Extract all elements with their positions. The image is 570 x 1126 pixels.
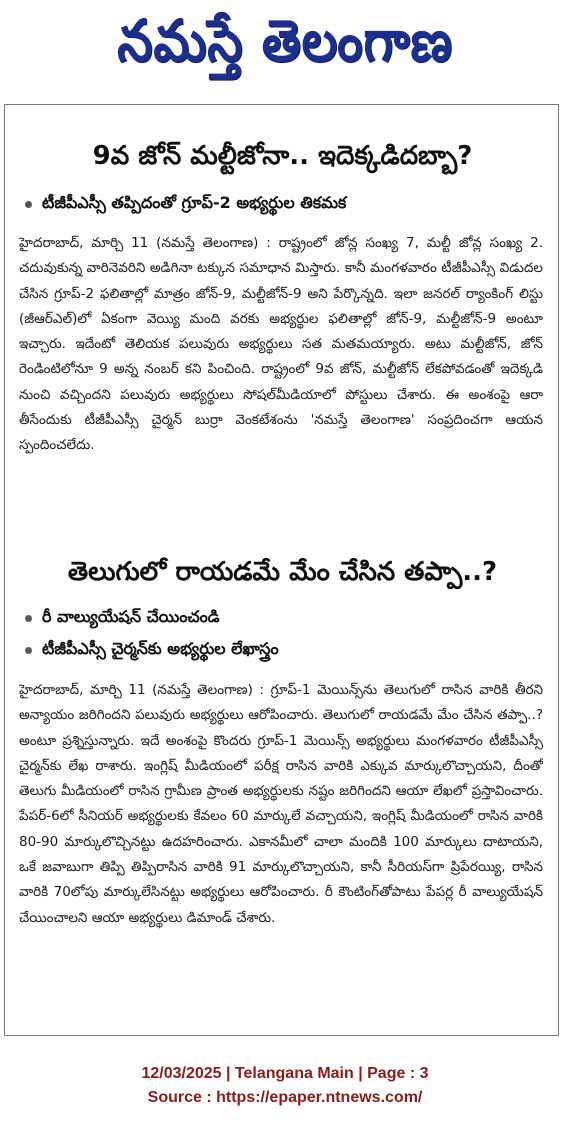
bullet-icon [25, 615, 32, 622]
article2-subhead-1-text: రీ వాల్యుయేషన్ చేయించండి [42, 607, 220, 626]
newspaper-logo: నమస్తే తెలంగాణ [117, 7, 453, 74]
bullet-icon [25, 647, 32, 654]
article-clipping [4, 104, 559, 1036]
article1-subhead [25, 193, 346, 216]
article2-subhead-2-text: టీజీపీఎస్సీ చైర్మన్‌కు అభ్యర్థుల లేఖాస్త్రం [42, 639, 279, 658]
article1-subhead-text: టీజీపీఎస్సీ తప్పిదంతో గ్రూప్-2 అభ్యర్థుల తికమక [42, 193, 347, 212]
article1-body: హైదరాబాద్, మార్చి 11 (నమస్తే తెలంగాణ) : రాష్ట్రంలో జోన్ల సంఖ్య 7, మల్టీ జోన్ల సంఖ్య 2. చదువుకున్న వారినెవరిని అడిగినా టక్కున సమాధాన మిస్తారు. కానీ మంగళవారం టీజీపీఎస్సీ విడుదల చేసిన గ్రూప్-2 ఫలితాల్లో మాత్రం జోన్-9, మల్టీజోన్-9 అని పేర్కొన్నది. ఇలా జనరల్ ర్యాంకింగ్ లిస్టు (జీఆర్ఎల్)లో ఏకంగా వెయ్యి మంది వరకు అభ్యర్థుల ఫలితాల్లో జోన్-9, మల్టీజోన్-9 అంటూ ఇచ్చారు. ఇదేంటో తెలియక పలువురు అభ్యర్థులు సత మతమయ్యారు. అటు మల్టీజోన్, జోన్ రెండింటిలోనూ 9 అన్న నంబర్ కని పించింది. రాష్ట్రంలో 9వ జోన్, మల్టీజోన్ లేకపోవడంతో ఇదెక్కడి నుంచి వచ్చిందని పలువురు అభ్యర్థులు సోషల్‌మీడియాలో పోస్టులు చేశారు. ఈ అంశంపై ఆరా తీసేందుకు టీజీపీఎస్సీ చైర్మన్ బుర్రా వెంకటేశంను 'నమస్తే తెలంగాణ' సంప్రదించగా ఆయన స్పందించలేదు. [19, 235, 543, 454]
footer-source-link[interactable]: Source : https://epaper.ntnews.com/ [147, 1089, 423, 1106]
footer-date-line: 12/03/2025 | Telangana Main | Page : 3 [141, 1065, 429, 1082]
masthead [0, 0, 570, 96]
article2-subhead-1 [25, 607, 220, 630]
article1-headline: 9వ జోన్ మల్టీజోనా.. ఇదెక్కడిదబ్బా? [92, 141, 473, 171]
page-footer [0, 1062, 570, 1110]
bullet-icon [25, 201, 32, 208]
article2-subhead-2 [25, 639, 279, 662]
article2-body: హైదరాబాద్, మార్చి 11 (నమస్తే తెలంగాణ) : గ్రూప్-1 మెయిన్స్‌ను తెలుగులో రాసిన వారికి తీరని అన్యాయం జరిగిందని పలువురు అభ్యర్థులు ఆరోపించారు. తెలుగులో రాయడమే మేం చేసిన తప్పా..? అంటూ ప్రశ్నిస్తున్నారు. ఇదే అంశంపై కొందరు గ్రూప్-1 మెయిన్స్ అభ్యర్థులు మంగళవారం టీజీపీఎస్సీ చైర్మన్‌కు లేఖ రాశారు. ఇంగ్లిష్ మీడియంలో పరీక్ష రాసిన వారికి ఎక్కువ మార్కులొచ్చాయని, దీంతో తెలుగు మీడియంలో రాసిన గ్రామీణ ప్రాంత అభ్యర్థులకు నష్టం జరిగిందని ఆయా లేఖలో ప్రస్తావించారు. పేపర్-6లో సీనియర్ అభ్యర్థులకు కేవలం 60 మార్కులే వచ్చాయని, ఇంగ్లిష్ మీడియంలో రాసిన వారికి 80-90 మార్కులొచ్చినట్టు ఉదహరించారు. ఎకానమీలో చాలా మందికి 100 మార్కులు దాటాయని, ఒకే జవాబుగా తిప్పి తిప్పిరాసిన వారికి 91 మార్కులొచ్చాయని, కానీ సీరియస్‌గా ప్రిపేరయ్యి, రాసిన వారికి 70లోపు మార్కులేసినట్టు అభ్యర్థులు ఆరోపించారు. రీ కౌంటింగ్‌తోపాటు పేపర్ల రీ వాల్యుయేషన్ చేయించాలని ఆయా అభ్యర్థులు డిమాండ్ చేశారు. [19, 682, 543, 926]
article2-headline: తెలుగులో రాయడమే మేం చేసిన తప్పా..? [67, 557, 498, 587]
